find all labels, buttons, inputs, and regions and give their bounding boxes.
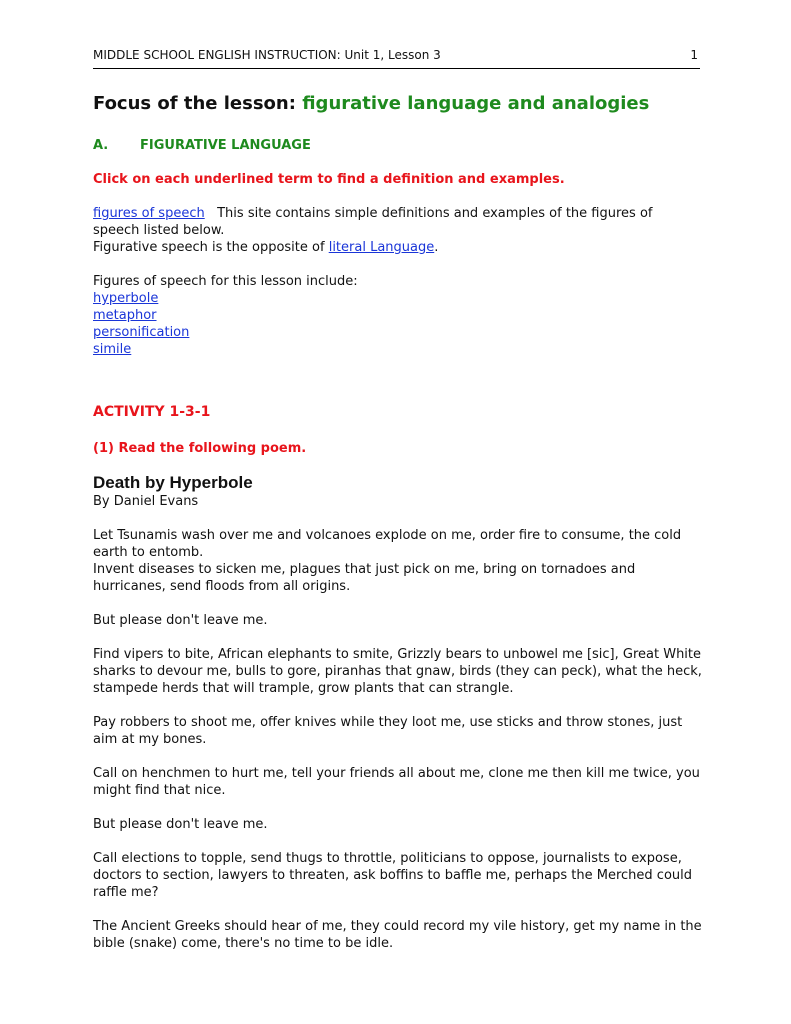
activity-heading: ACTIVITY 1-3-1 [93,404,211,420]
document-body [93,92,703,952]
poem-author: By Daniel Evans [93,494,199,509]
title-highlight: figurative language and analogies [302,93,650,114]
literal-language-link[interactable]: literal Language [328,240,435,255]
figures-list [93,273,703,358]
intro-text: This site contains simple definitions and examples of the figures of speech listed below. [93,206,657,238]
opposite-text: Figurative speech is the opposite of [93,240,329,255]
figures-lead: Figures of speech for this lesson include: [93,274,358,289]
page-number: 1 [690,48,698,62]
lesson-title [93,92,703,116]
section-title: FIGURATIVE LANGUAGE [140,138,311,153]
period: . [434,240,439,255]
poem-line: Let Tsunamis wash over me and volcanoes explode on me, order fire to consume, the cold earth to entomb. [93,528,682,560]
title-prefix: Focus of the lesson: [93,93,303,114]
figures-of-speech-link[interactable]: figures of speech [93,206,205,221]
poem-title: Death by Hyperbole [93,473,253,492]
poem-line: Invent diseases to sicken me, plagues that just pick on me, bring on tornadoes and hurricanes, send floods from all origins. [93,562,636,594]
poem-refrain: But please don't leave me. [93,613,268,628]
section-a-heading [93,137,703,154]
poem-stanza-2: Find vipers to bite, African elephants to smite, Grizzly bears to unbowel me [sic], Great White sharks to devour me, bulls to gore, piranhas that gnaw, birds (they can peck), what the heck, stampede herds that will trample, grow plants that can strangle. [93,647,702,696]
hyperbole-link[interactable]: hyperbole [93,291,159,306]
poem-stanza-4: Call on henchmen to hurt me, tell your friends all about me, clone me then kill me twice, you might find that nice. [93,766,700,798]
poem-stanza-6: The Ancient Greeks should hear of me, they could record my vile history, get my name in the bible (snake) come, there's no time to be idle. [93,919,702,951]
poem-stanza-3: Pay robbers to shoot me, offer knives while they loot me, use sticks and throw stones, just aim at my bones. [93,715,683,747]
poem-stanza-1 [93,527,703,595]
poem-refrain: But please don't leave me. [93,817,268,832]
activity-step: (1) Read the following poem. [93,441,307,456]
instruction-text: Click on each underlined term to find a definition and examples. [93,172,565,187]
section-letter: A. [93,138,109,153]
personification-link[interactable]: personification [93,325,190,340]
intro-paragraph [93,205,703,256]
header-text: MIDDLE SCHOOL ENGLISH INSTRUCTION: Unit 1, Lesson 3 [93,48,441,62]
poem-stanza-5: Call elections to topple, send thugs to throttle, politicians to oppose, journalists to expose, doctors to section, lawyers to threaten, ask boffins to baffle me, perhaps the Merched could raffle me? [93,851,693,900]
simile-link[interactable]: simile [93,342,132,357]
metaphor-link[interactable]: metaphor [93,308,157,323]
page-header [93,47,700,69]
